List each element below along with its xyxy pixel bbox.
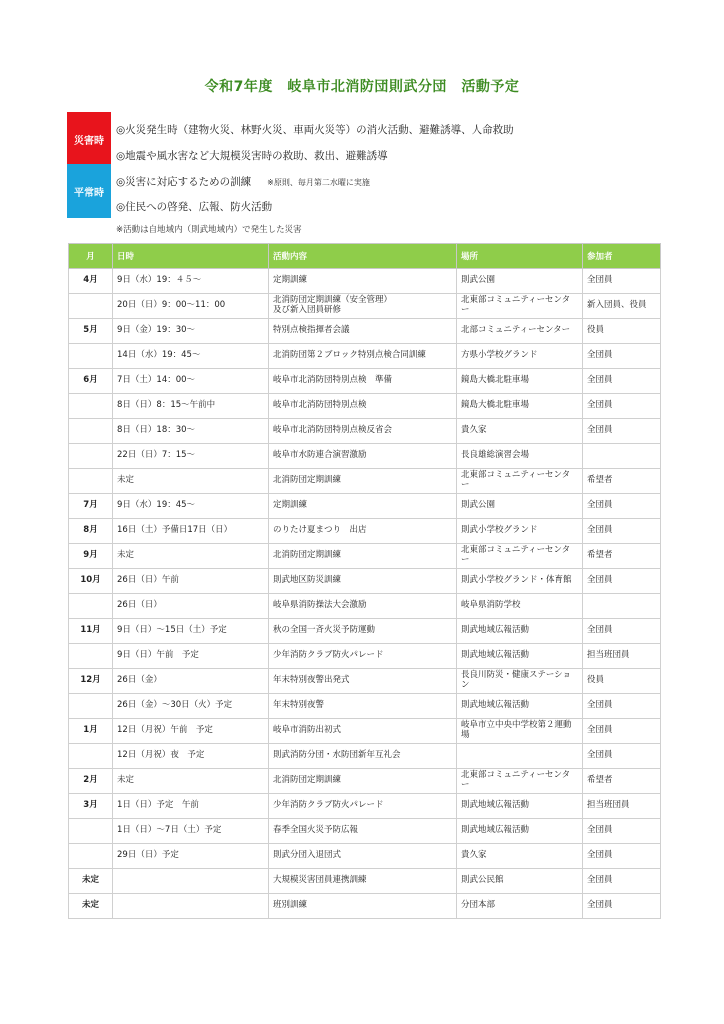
header-activity: 活動内容 xyxy=(269,244,457,269)
cell-activity: 年末特別夜警出発式 xyxy=(269,669,457,694)
cell-month: 11月 xyxy=(69,619,113,644)
cell-month xyxy=(69,594,113,619)
duty-line-3-text: ◎災害に対応するための訓練 xyxy=(116,176,252,188)
cell-month xyxy=(69,344,113,369)
cell-month: 7月 xyxy=(69,494,113,519)
footnote: ※活動は自地域内（則武地域内）で発生した災害 xyxy=(116,225,302,235)
cell-activity: 春季全国火災予防広報 xyxy=(269,819,457,844)
cell-activity: 北消防団定期訓練 xyxy=(269,769,457,794)
cell-participants: 全団員 xyxy=(583,369,661,394)
cell-participants: 全団員 xyxy=(583,344,661,369)
cell-place: 則武地域広報活動 xyxy=(457,694,583,719)
cell-activity: 北消防団定期訓練（安全管理） 及び新入団員研修 xyxy=(269,294,457,319)
table-row xyxy=(69,694,661,719)
cell-datetime: 22日（日）7：15～ xyxy=(113,444,269,469)
cell-place: 北東部コミュニティーセンター xyxy=(457,294,583,319)
cell-participants: 全団員 xyxy=(583,394,661,419)
table-body xyxy=(69,269,661,919)
table-row xyxy=(69,269,661,294)
table-row xyxy=(69,894,661,919)
cell-place: 則武地域広報活動 xyxy=(457,644,583,669)
cell-place: 則武公園 xyxy=(457,269,583,294)
table-row xyxy=(69,394,661,419)
page-title: 令和7年度 岐阜市北消防団則武分団 活動予定 xyxy=(204,79,520,95)
cell-month xyxy=(69,294,113,319)
cell-datetime: 1日（日）～7日（土）予定 xyxy=(113,819,269,844)
cell-month: 2月 xyxy=(69,769,113,794)
cell-month xyxy=(69,819,113,844)
cell-participants: 全団員 xyxy=(583,894,661,919)
cell-participants: 全団員 xyxy=(583,694,661,719)
emergency-badge: 災害時 xyxy=(67,112,111,166)
cell-place: 長良川防災・健康ステーション xyxy=(457,669,583,694)
table-row xyxy=(69,869,661,894)
cell-datetime: 20日（日）9：00～11：00 xyxy=(113,294,269,319)
table-row xyxy=(69,494,661,519)
duty-line-3-note: ※原則、毎月第二水曜に実施 xyxy=(267,178,370,187)
cell-month: 5月 xyxy=(69,319,113,344)
cell-participants: 担当班団員 xyxy=(583,794,661,819)
cell-datetime: 16日（土）予備日17日（日） xyxy=(113,519,269,544)
cell-datetime: 26日（金） xyxy=(113,669,269,694)
duty-line-1: ◎火災発生時（建物火災、林野火災、車両火災等）の消火活動、避難誘導、人命救助 xyxy=(116,124,514,136)
cell-activity: 岐阜市北消防団特別点検 準備 xyxy=(269,369,457,394)
cell-activity: 岐阜市消防出初式 xyxy=(269,719,457,744)
cell-month: 8月 xyxy=(69,519,113,544)
cell-month xyxy=(69,844,113,869)
cell-datetime xyxy=(113,869,269,894)
table-row xyxy=(69,294,661,319)
cell-month xyxy=(69,694,113,719)
cell-participants xyxy=(583,594,661,619)
cell-activity: 則武消防分団・水防団新年互礼会 xyxy=(269,744,457,769)
duty-line-4: ◎住民への啓発、広報、防火活動 xyxy=(116,201,273,213)
schedule-table xyxy=(68,243,661,919)
cell-datetime: 26日（日）午前 xyxy=(113,569,269,594)
cell-place: 北東部コミュニティーセンター xyxy=(457,544,583,569)
table-row xyxy=(69,469,661,494)
table-row xyxy=(69,794,661,819)
header-participants: 参加者 xyxy=(583,244,661,269)
cell-participants: 希望者 xyxy=(583,544,661,569)
cell-place: 則武地域広報活動 xyxy=(457,619,583,644)
table-row xyxy=(69,744,661,769)
table-row xyxy=(69,819,661,844)
cell-participants: 全団員 xyxy=(583,419,661,444)
cell-activity: 岐阜市水防連合演習激励 xyxy=(269,444,457,469)
cell-month: 未定 xyxy=(69,894,113,919)
table-row xyxy=(69,444,661,469)
cell-place: 分団本部 xyxy=(457,894,583,919)
cell-month: 4月 xyxy=(69,269,113,294)
cell-datetime: 14日（水）19：45～ xyxy=(113,344,269,369)
normal-badge: 平常時 xyxy=(67,164,111,218)
cell-activity: 則武地区防災訓練 xyxy=(269,569,457,594)
cell-month xyxy=(69,419,113,444)
cell-datetime: 26日（日） xyxy=(113,594,269,619)
cell-month xyxy=(69,394,113,419)
cell-place: 岐阜市立中央中学校第２運動場 xyxy=(457,719,583,744)
cell-activity: 少年消防クラブ防火パレード xyxy=(269,794,457,819)
cell-month xyxy=(69,444,113,469)
cell-month: 10月 xyxy=(69,569,113,594)
table-row xyxy=(69,569,661,594)
cell-datetime: 7日（土）14：00～ xyxy=(113,369,269,394)
table-row xyxy=(69,319,661,344)
table-row xyxy=(69,844,661,869)
cell-place: 則武公園 xyxy=(457,494,583,519)
table-row xyxy=(69,419,661,444)
cell-participants: 全団員 xyxy=(583,269,661,294)
table-row xyxy=(69,719,661,744)
cell-month: 9月 xyxy=(69,544,113,569)
cell-activity: 岐阜県消防操法大会激励 xyxy=(269,594,457,619)
duty-line-3 xyxy=(116,174,370,189)
cell-place: 方県小学校グランド xyxy=(457,344,583,369)
cell-month xyxy=(69,644,113,669)
cell-participants: 役員 xyxy=(583,669,661,694)
cell-activity: 年末特別夜警 xyxy=(269,694,457,719)
cell-datetime: 12日（月祝）午前 予定 xyxy=(113,719,269,744)
cell-place: 鏡島大橋北駐車場 xyxy=(457,369,583,394)
table-row xyxy=(69,644,661,669)
cell-activity: 大規模災害団員連携訓練 xyxy=(269,869,457,894)
cell-place: 貴久家 xyxy=(457,844,583,869)
table-row xyxy=(69,369,661,394)
header-datetime: 日時 xyxy=(113,244,269,269)
cell-activity: 少年消防クラブ防火パレード xyxy=(269,644,457,669)
cell-datetime: 9日（水）19：４５～ xyxy=(113,269,269,294)
cell-activity: のりたけ夏まつり 出店 xyxy=(269,519,457,544)
cell-month xyxy=(69,744,113,769)
cell-datetime: 未定 xyxy=(113,769,269,794)
cell-place: 岐阜県消防学校 xyxy=(457,594,583,619)
cell-participants: 希望者 xyxy=(583,769,661,794)
table-row xyxy=(69,544,661,569)
cell-place: 北東部コミュニティーセンター xyxy=(457,469,583,494)
cell-participants: 新入団員、役員 xyxy=(583,294,661,319)
header-place: 場所 xyxy=(457,244,583,269)
table-row xyxy=(69,594,661,619)
cell-activity: 特別点検指揮者会議 xyxy=(269,319,457,344)
cell-participants: 全団員 xyxy=(583,494,661,519)
cell-place: 則武小学校グランド・体育館 xyxy=(457,569,583,594)
cell-participants: 担当班団員 xyxy=(583,644,661,669)
cell-place xyxy=(457,744,583,769)
cell-month: 12月 xyxy=(69,669,113,694)
cell-activity: 定期訓練 xyxy=(269,494,457,519)
cell-datetime: 9日（金）19：30～ xyxy=(113,319,269,344)
cell-participants xyxy=(583,444,661,469)
cell-activity: 北消防団定期訓練 xyxy=(269,544,457,569)
cell-datetime: 未定 xyxy=(113,469,269,494)
cell-place: 北部コミュニティーセンター xyxy=(457,319,583,344)
cell-participants: 全団員 xyxy=(583,519,661,544)
cell-activity: 則武分団入退団式 xyxy=(269,844,457,869)
table-row xyxy=(69,344,661,369)
cell-activity: 定期訓練 xyxy=(269,269,457,294)
cell-month xyxy=(69,469,113,494)
cell-datetime: 8日（日）18：30～ xyxy=(113,419,269,444)
cell-datetime: 8日（日）8：15～午前中 xyxy=(113,394,269,419)
cell-participants: 希望者 xyxy=(583,469,661,494)
cell-participants: 全団員 xyxy=(583,719,661,744)
cell-place: 則武公民館 xyxy=(457,869,583,894)
cell-participants: 全団員 xyxy=(583,619,661,644)
cell-datetime: 1日（日）予定 午前 xyxy=(113,794,269,819)
header-month: 月 xyxy=(69,244,113,269)
cell-place: 北東部コミュニティーセンター xyxy=(457,769,583,794)
cell-place: 鏡島大橋北駐車場 xyxy=(457,394,583,419)
cell-participants: 役員 xyxy=(583,319,661,344)
table-row xyxy=(69,669,661,694)
cell-place: 則武地域広報活動 xyxy=(457,819,583,844)
cell-datetime: 未定 xyxy=(113,544,269,569)
cell-participants: 全団員 xyxy=(583,844,661,869)
cell-participants: 全団員 xyxy=(583,569,661,594)
cell-month: 未定 xyxy=(69,869,113,894)
table-header-row xyxy=(69,244,661,269)
cell-datetime: 9日（日）午前 予定 xyxy=(113,644,269,669)
cell-activity: 班別訓練 xyxy=(269,894,457,919)
cell-place: 則武地域広報活動 xyxy=(457,794,583,819)
table-row xyxy=(69,519,661,544)
cell-activity: 北消防団第２ブロック特別点検合同訓練 xyxy=(269,344,457,369)
cell-month: 1月 xyxy=(69,719,113,744)
cell-place: 則武小学校グランド xyxy=(457,519,583,544)
cell-activity: 秋の全国一斉火災予防運動 xyxy=(269,619,457,644)
duty-line-2: ◎地震や風水害など大規模災害時の救助、救出、避難誘導 xyxy=(116,150,388,162)
cell-datetime: 29日（日）予定 xyxy=(113,844,269,869)
cell-datetime: 26日（金）～30日（火）予定 xyxy=(113,694,269,719)
cell-participants: 全団員 xyxy=(583,869,661,894)
cell-activity: 北消防団定期訓練 xyxy=(269,469,457,494)
cell-month: 6月 xyxy=(69,369,113,394)
cell-activity: 岐阜市北消防団特別点検反省会 xyxy=(269,419,457,444)
cell-activity: 岐阜市北消防団特別点検 xyxy=(269,394,457,419)
cell-participants: 全団員 xyxy=(583,819,661,844)
cell-datetime: 12日（月祝）夜 予定 xyxy=(113,744,269,769)
table-row xyxy=(69,769,661,794)
cell-datetime: 9日（日）～15日（土）予定 xyxy=(113,619,269,644)
cell-month: 3月 xyxy=(69,794,113,819)
cell-place: 貴久家 xyxy=(457,419,583,444)
table-row xyxy=(69,619,661,644)
cell-participants: 全団員 xyxy=(583,744,661,769)
cell-datetime xyxy=(113,894,269,919)
cell-datetime: 9日（水）19：45～ xyxy=(113,494,269,519)
cell-place: 長良雄総演習会場 xyxy=(457,444,583,469)
